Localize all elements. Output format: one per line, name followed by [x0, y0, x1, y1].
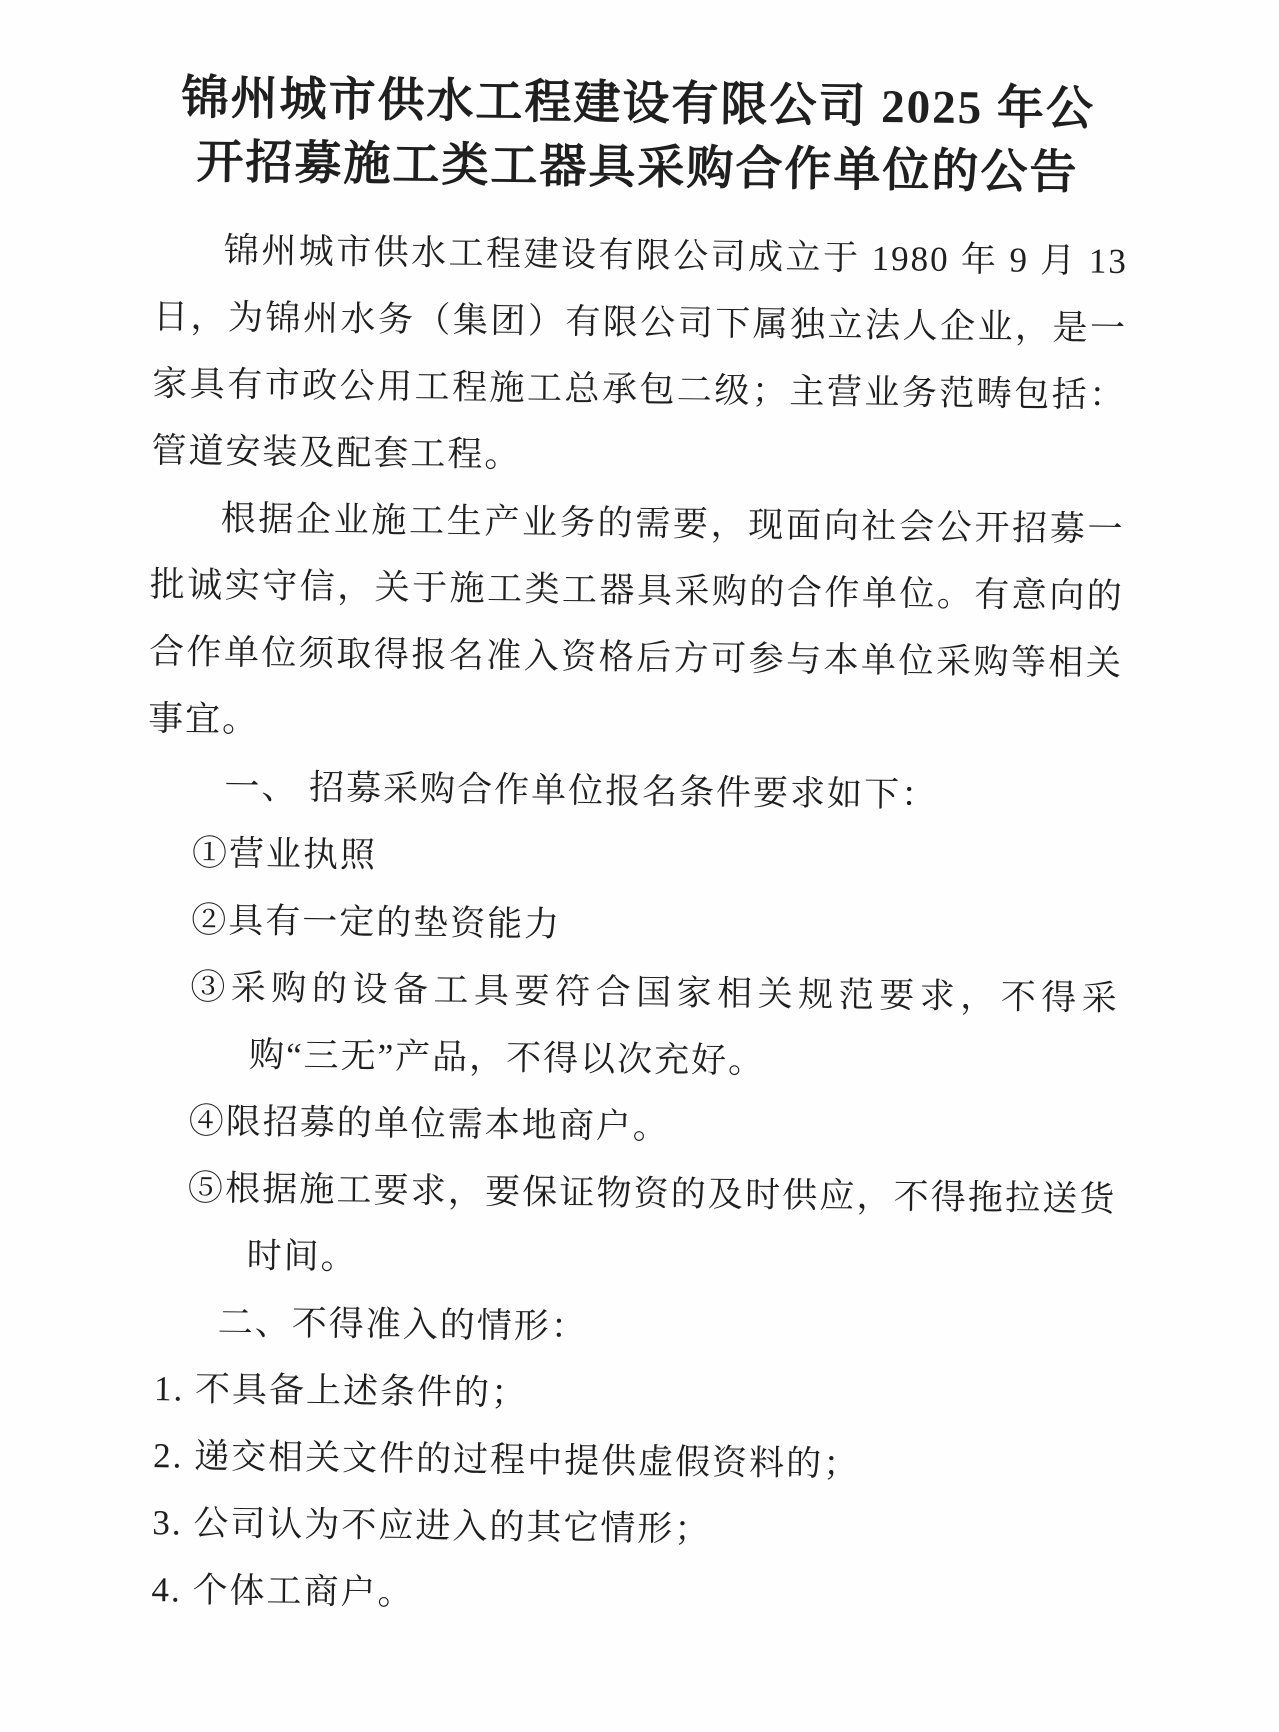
section-2-item-3: 3. 公司认为不应进入的其它情形；: [152, 1503, 712, 1549]
section-1-item-5: ⑤根据施工要求，要保证物资的及时供应，不得拖拉送货时间。: [187, 1168, 1117, 1277]
document-title-line-2: 开招募施工类工器具采购合作单位的公告: [196, 136, 1079, 200]
section-2-item-4: 4. 个体工商户。: [151, 1570, 415, 1613]
section-1-item-2: ②具有一定的垫资能力: [190, 900, 562, 945]
section-2-item-1: 1. 不具备上述条件的；: [153, 1369, 529, 1413]
section-2-item-2: 2. 递交相关文件的过程中提供虚假资料的；: [152, 1436, 861, 1484]
section-1-item-4: ④限招募的单位需本地商户。: [188, 1101, 670, 1147]
section-1-heading: 一、 招募采购合作单位报名条件要求如下：: [224, 766, 939, 815]
intro-paragraph-2: 根据企业施工生产业务的需要，现面向社会公开招募一批诚实守信，关于施工类工器具采购的合作单位。有意向的合作单位须取得报名准入资格后方可参与本单位采购等相关事宜。: [147, 498, 1125, 740]
document-title: [0, 0, 1279, 208]
document-body: [137, 216, 1128, 1635]
section-1-item-3: ③采购的设备工具要符合国家相关规范要求，不得采购“三无”产品，不得以次充好。: [190, 967, 1120, 1081]
document-title-line-1: 锦州城市供水工程建设有限公司 2025 年公: [181, 72, 1096, 136]
section-2-heading: 二、不得准入的情形：: [217, 1302, 589, 1347]
section-1-item-1: ①营业执照: [191, 833, 378, 875]
intro-paragraph-1: 锦州城市供水工程建设有限公司成立于 1980 年 9 月 13 日，为锦州水务（集团）有限公司下属独立法人企业，是一家具有市政公用工程施工总承包二级；主营业务范畴包括：管道安装及配套工程。: [151, 230, 1129, 475]
